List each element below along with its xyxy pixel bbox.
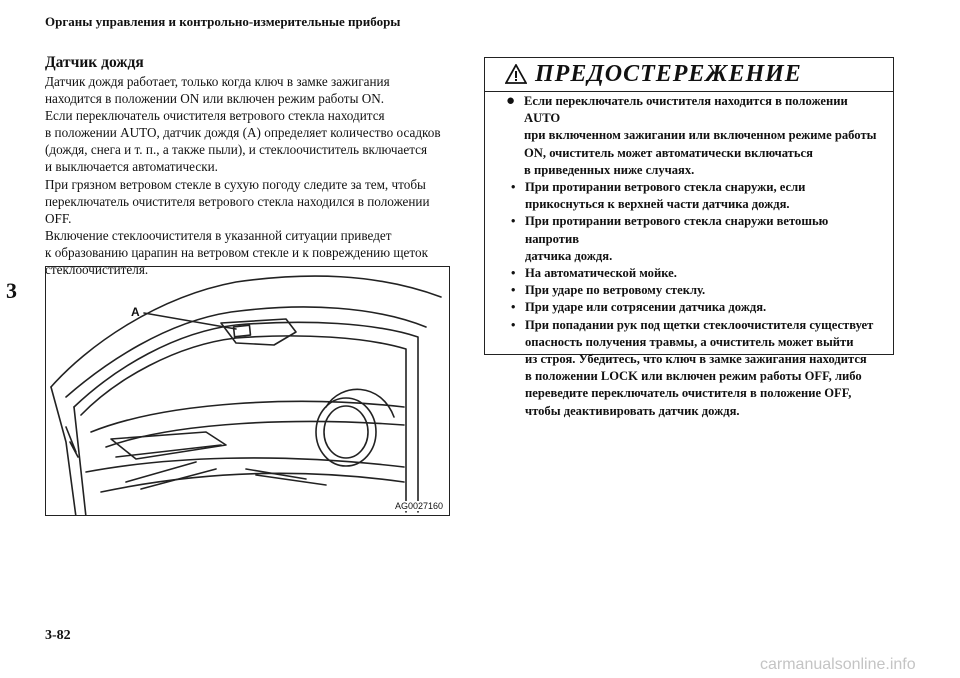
body-line: OFF. xyxy=(45,210,72,226)
rain-sensor-figure xyxy=(45,266,450,516)
windshield-illustration xyxy=(46,267,450,516)
page-number: 3-82 xyxy=(45,628,71,643)
warning-item-line: переведите переключатель очистителя в положение OFF, xyxy=(525,386,852,401)
warning-item-line: чтобы деактивировать датчик дождя. xyxy=(525,403,740,418)
body-line: (дождя, снега и т. п., а также пыли), и стеклоочиститель включается xyxy=(45,142,428,158)
warning-triangle-icon xyxy=(505,64,527,84)
warning-title: ПРЕДОСТЕРЕЖЕНИЕ xyxy=(535,61,802,87)
body-line: Датчик дождя работает, только когда ключ в замке зажигания xyxy=(45,74,390,89)
warning-list-item xyxy=(485,299,893,316)
warning-box xyxy=(484,57,894,418)
bullet-icon: • xyxy=(511,214,516,229)
bullet-icon: • xyxy=(511,283,516,298)
chapter-tab: 3 xyxy=(6,278,17,303)
body-line: Если переключатель очистителя ветрового стекла находится xyxy=(45,108,385,124)
warning-list-item xyxy=(485,317,893,420)
warning-list-item xyxy=(485,282,893,299)
bullet-icon: • xyxy=(511,317,516,332)
watermark: carmanualsonline.info xyxy=(760,656,916,673)
body-line: в положении AUTO, датчик дождя (A) определяет количество осадков xyxy=(45,125,441,141)
page-header: Органы управления и контрольно-измерительные приборы xyxy=(45,14,401,29)
body-line: находится в положении ON или включен режим работы ON. xyxy=(45,91,385,107)
warning-item-line: При попадании рук под щетки стеклоочистителя существует xyxy=(525,317,874,332)
warning-item-line: в положении LOCK или включен режим работы OFF, либо xyxy=(525,369,862,384)
section-title: Датчик дождя xyxy=(45,54,144,71)
body-line: стеклоочистителя. xyxy=(45,262,149,278)
warning-item-line: При ударе или сотрясении датчика дождя. xyxy=(525,300,767,315)
warning-list-item xyxy=(485,265,893,282)
warning-item-line: При протирании ветрового стекла снаружи ветошью напротив xyxy=(525,214,829,246)
warning-item-line: датчика дождя. xyxy=(525,248,613,263)
warning-item-line: прикоснуться к верхней части датчика дождя. xyxy=(525,197,790,212)
body-line: Включение стеклоочистителя в указанной ситуации приведет xyxy=(45,227,392,243)
body-line: При грязном ветровом стекле в сухую погоду следите за тем, чтобы xyxy=(45,176,426,192)
warning-list-item xyxy=(485,213,893,265)
bullet-icon: • xyxy=(511,180,516,195)
warning-header xyxy=(485,58,893,92)
figure-label-a: A xyxy=(131,305,140,319)
warning-item-line: На автоматической мойке. xyxy=(525,266,677,281)
bullet-icon: • xyxy=(511,266,516,281)
warning-item-line: опасность получения травмы, а очиститель может выйти xyxy=(525,334,854,349)
warning-main-line: ON, очиститель может автоматически включаться xyxy=(524,145,813,160)
warning-list xyxy=(485,179,893,420)
figure-code: AG0027160 xyxy=(394,501,443,511)
body-line: переключатель очистителя ветрового стекла находился в положении xyxy=(45,193,430,209)
big-bullet-icon: ● xyxy=(506,93,516,109)
warning-main-text xyxy=(485,93,893,179)
warning-main-line: при включенном зажигании или включенном режиме работы xyxy=(524,128,877,143)
warning-body xyxy=(485,93,893,420)
body-line: и выключается автоматически. xyxy=(45,159,218,175)
warning-item-line: При протирании ветрового стекла снаружи, если xyxy=(525,180,806,195)
warning-list-item xyxy=(485,179,893,213)
warning-item-line: из строя. Убедитесь, что ключ в замке зажигания находится xyxy=(525,352,867,367)
body-line: к образованию царапин на ветровом стекле и к повреждению щеток xyxy=(45,244,428,260)
warning-item-line: При ударе по ветровому стеклу. xyxy=(525,283,706,298)
warning-main-line: в приведенных ниже случаях. xyxy=(524,162,695,177)
section-body xyxy=(45,73,465,278)
bullet-icon: • xyxy=(511,300,516,315)
warning-main-line: Если переключатель очистителя находится в положении AUTO xyxy=(524,94,848,126)
